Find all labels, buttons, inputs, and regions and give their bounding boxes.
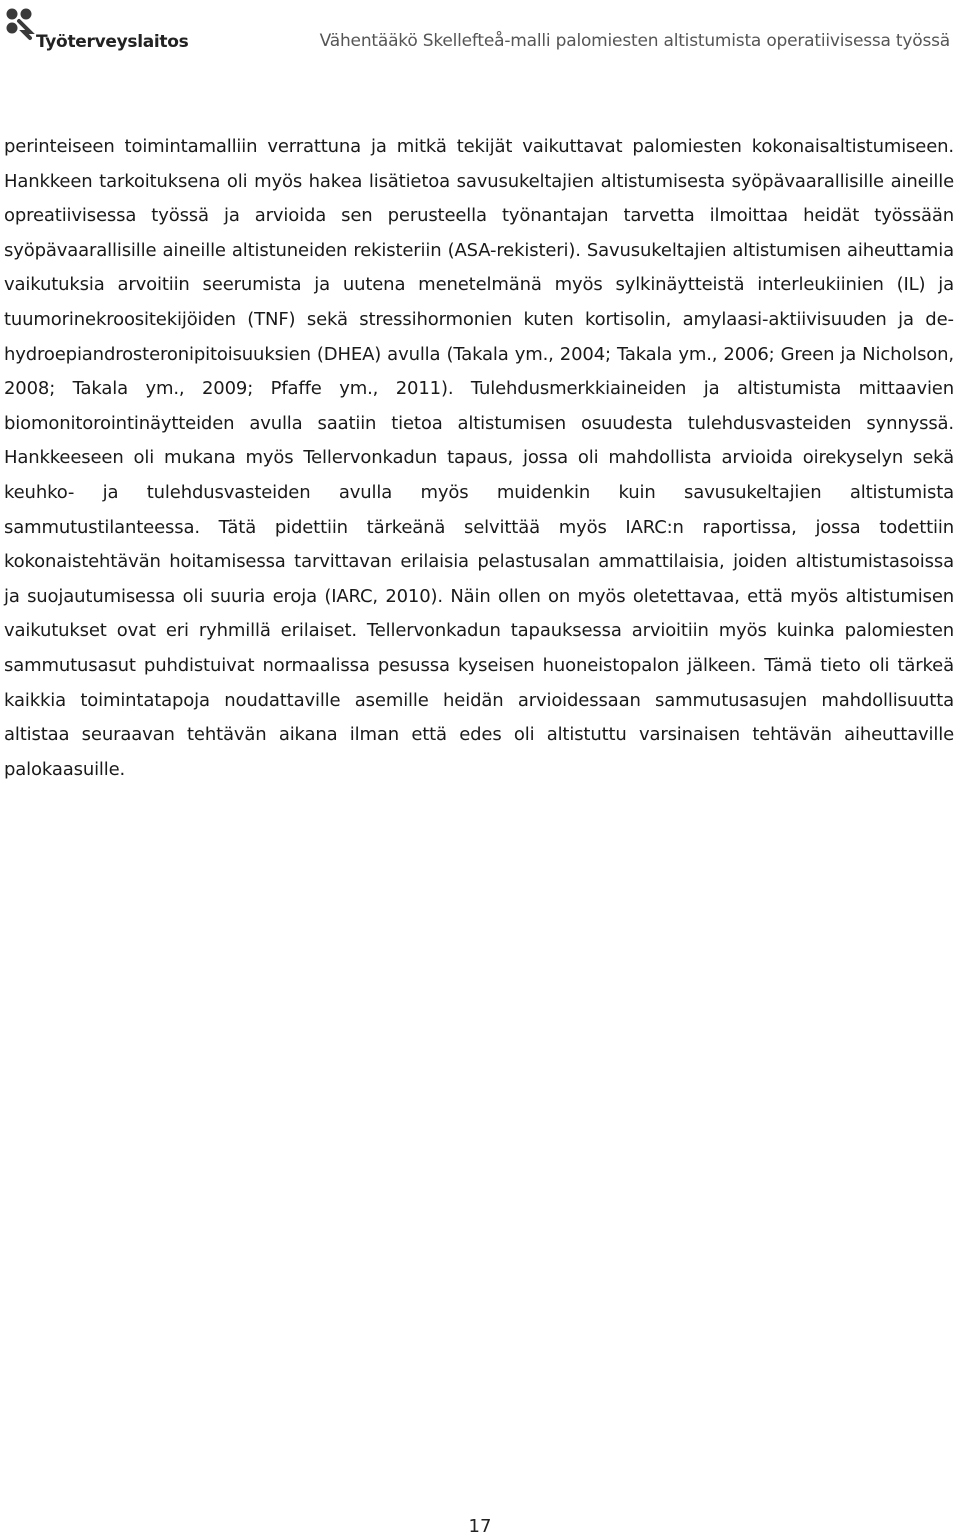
- running-header-title: Vähentääkö Skellefteå-malli palomiesten altistumista operatiivisessa työssä: [319, 31, 950, 51]
- logo-text: Työterveyslaitos: [36, 32, 189, 52]
- page-header: [0, 0, 960, 70]
- logo: [2, 4, 192, 64]
- body-paragraph: perinteiseen toimintamalliin verrattuna ja mitkä tekijät vaikuttavat palomiesten kokonaisaltistumiseen. Hankkeen tarkoituksena oli myös hakea lisätietoa savusukeltajien altistumisesta syöpävaarallisille aineille opreatiivisessa työssä ja arvioida sen perusteella työnantajan tarvetta ilmoittaa heidät työssään syöpävaarallisille aineille altistuneiden rekisteriin (ASA-rekisteri). Savusukeltajien altistumisen aiheuttamia vaikutuksia arvoitiin seerumista ja uutena menetelmänä myös sylkinäytteistä interleukiinien (IL) ja tuumorinekroositekijöiden (TNF) sekä stressihormonien kuten kortisolin, amylaasi-aktiivisuuden ja dehydroepiandrosteronipitoisuuksien (DHEA) avulla (Takala ym., 2004; Takala ym., 2006; Green ja Nicholson, 2008; Takala ym., 2009; Pfaffe ym., 2011). Tulehdusmerkkiaineiden ja altistumista mittaavien biomonitorointinäytteiden avulla saatiin tietoa altistumisen osuudesta tulehdusvasteiden synnyssä. Hankkeeseen oli mukana myös Tellervonkadun tapaus, jossa oli mahdollista arvioida oirekyselyn sekä keuhko- ja tulehdusvasteiden avulla myös muidenkin kuin savusukeltajien altistumista sammutustilanteessa. Tätä pidettiin tärkeänä selvittää myös IARC:n raportissa, jossa todettiin kokonaistehtävän hoitamisessa tarvittavan erilaisia pelastusalan ammattilaisia, joiden altistumistasoissa ja suojautumisessa oli suuria eroja (IARC, 2010). Näin ollen on myös oletettavaa, että myös altistumisen vaikutukset ovat eri ryhmillä erilaiset. Tellervonkadun tapauksessa arvioitiin myös kuinka palomiesten sammutusasut puhdistuivat normaalissa pesussa kyseisen huoneistopalon jälkeen. Tämä tieto oli tärkeä kaikkia toimintatapoja noudattaville asemille heidän arvioidessaan sammutusasujen mahdollisuutta altistaa seuraavan tehtävän aikana ilman että edes oli altistuttu varsinaisen tehtävän aiheuttaville palokaasuille.: [4, 136, 954, 780]
- page-number: 17: [468, 1516, 492, 1537]
